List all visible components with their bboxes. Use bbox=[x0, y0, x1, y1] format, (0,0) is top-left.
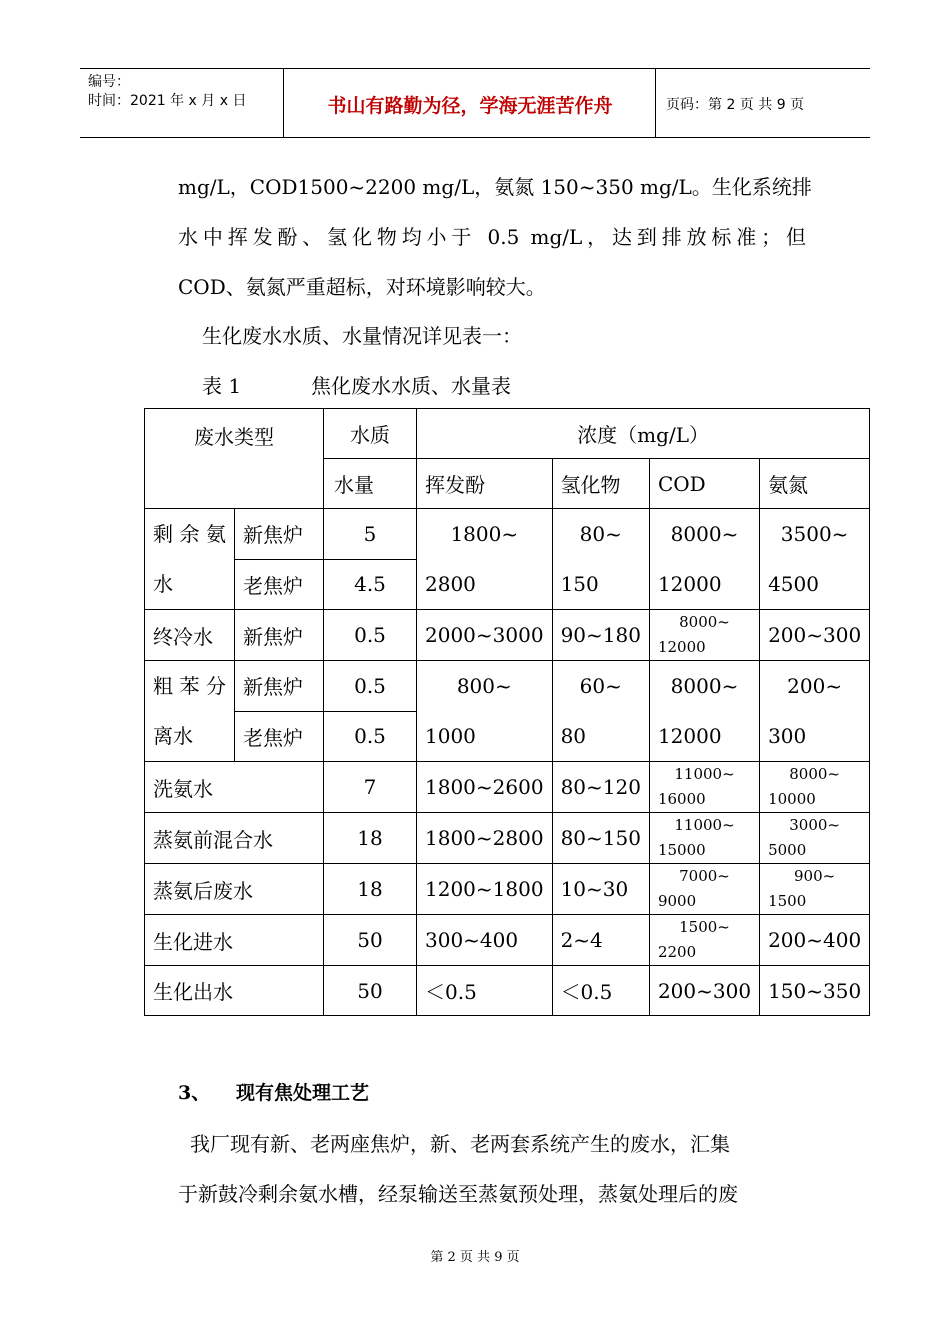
page-header bbox=[80, 68, 870, 138]
table-row bbox=[145, 966, 870, 1016]
row-ammonia: 200~300 bbox=[760, 610, 870, 661]
row-cyanide: ＜0.5 bbox=[552, 966, 649, 1016]
water-quality-table bbox=[144, 408, 870, 1016]
row-quantity: 18 bbox=[324, 813, 417, 864]
header-quality: 水质 bbox=[324, 409, 417, 459]
row-subtype: 老焦炉 bbox=[235, 559, 324, 610]
header-page-code: 页码：第 2 页 共 9 页 bbox=[666, 97, 805, 113]
row-category: 剩余氨 水 bbox=[145, 509, 235, 610]
header-motto: 书山有路勤为径，学海无涯苦作舟 bbox=[327, 95, 613, 117]
row-category: 生化进水 bbox=[145, 915, 324, 966]
row-phenol: 1200~1800 bbox=[417, 864, 553, 915]
header-cyanide: 氢化物 bbox=[552, 459, 649, 509]
body-line-2: 水中挥发酚、氢化物均小于 0.5 mg/L，达到排放标准；但 bbox=[178, 225, 806, 249]
row-cod: 200~300 bbox=[649, 966, 759, 1016]
row-ammonia: 200~400 bbox=[760, 915, 870, 966]
row-quantity: 18 bbox=[324, 864, 417, 915]
row-ammonia: 200~ 300 bbox=[760, 661, 870, 762]
row-phenol: 2000~3000 bbox=[417, 610, 553, 661]
table-row bbox=[145, 915, 870, 966]
row-category: 粗苯分 离水 bbox=[145, 661, 235, 762]
table-row bbox=[145, 610, 870, 661]
row-category: 蒸氨前混合水 bbox=[145, 813, 324, 864]
time-label: 时间：2021 年 x 月 x 日 bbox=[88, 93, 247, 109]
header-cod: COD bbox=[649, 459, 759, 509]
row-subtype: 老焦炉 bbox=[235, 711, 324, 762]
row-cyanide: 80~120 bbox=[552, 762, 649, 813]
row-ammonia: 3000~ 5000 bbox=[760, 813, 870, 864]
row-cod: 11000~ 16000 bbox=[649, 762, 759, 813]
row-ammonia: 150~350 bbox=[760, 966, 870, 1016]
header-concentration: 浓度（mg/L） bbox=[417, 409, 870, 459]
row-quantity: 0.5 bbox=[324, 661, 417, 712]
row-cod: 1500~ 2200 bbox=[649, 915, 759, 966]
section-line-2: 于新鼓冷剩余氨水槽，经泵输送至蒸氨预处理，蒸氨处理后的废 bbox=[178, 1182, 738, 1206]
header-ammonia: 氨氮 bbox=[760, 459, 870, 509]
table-row bbox=[145, 762, 870, 813]
row-cyanide: 10~30 bbox=[552, 864, 649, 915]
row-subtype: 新焦炉 bbox=[235, 610, 324, 661]
row-phenol: ＜0.5 bbox=[417, 966, 553, 1016]
row-phenol: 1800~2800 bbox=[417, 813, 553, 864]
row-category: 生化出水 bbox=[145, 966, 324, 1016]
row-phenol: 1800~2600 bbox=[417, 762, 553, 813]
row-cod: 11000~ 15000 bbox=[649, 813, 759, 864]
body-line-4: 生化废水水质、水量情况详见表一： bbox=[202, 324, 522, 348]
table-number: 表 1 bbox=[202, 374, 242, 398]
row-ammonia: 3500~ 4500 bbox=[760, 509, 870, 610]
row-cod: 8000~ 12000 bbox=[649, 509, 759, 610]
row-category: 洗氨水 bbox=[145, 762, 324, 813]
row-quantity: 50 bbox=[324, 915, 417, 966]
header-quantity: 水量 bbox=[324, 459, 417, 509]
row-quantity: 0.5 bbox=[324, 711, 417, 762]
table-title: 焦化废水水质、水量表 bbox=[311, 374, 511, 398]
row-quantity: 7 bbox=[324, 762, 417, 813]
number-label: 编号： bbox=[88, 74, 130, 90]
body-line-1: mg/L，COD1500~2200 mg/L，氨氮 150~350 mg/L。生化系统排 bbox=[178, 175, 812, 199]
section-title: 现有焦处理工艺 bbox=[236, 1082, 370, 1104]
row-cod: 8000~ 12000 bbox=[649, 661, 759, 762]
header-waste-type: 废水类型 bbox=[145, 409, 324, 509]
row-ammonia: 8000~ 10000 bbox=[760, 762, 870, 813]
header-meta bbox=[88, 73, 246, 111]
row-quantity: 50 bbox=[324, 966, 417, 1016]
row-cod: 7000~ 9000 bbox=[649, 864, 759, 915]
header-divider bbox=[655, 69, 656, 137]
table-header-row bbox=[145, 409, 870, 459]
row-subtype: 新焦炉 bbox=[235, 509, 324, 560]
row-cyanide: 80~150 bbox=[552, 813, 649, 864]
row-phenol: 1800~ 2800 bbox=[417, 509, 553, 610]
row-cyanide: 80~ 150 bbox=[552, 509, 649, 610]
row-cyanide: 2~4 bbox=[552, 915, 649, 966]
row-phenol: 800~ 1000 bbox=[417, 661, 553, 762]
row-subtype: 新焦炉 bbox=[235, 661, 324, 712]
row-cyanide: 60~ 80 bbox=[552, 661, 649, 762]
row-phenol: 300~400 bbox=[417, 915, 553, 966]
section-line-1: 我厂现有新、老两座焦炉，新、老两套系统产生的废水，汇集 bbox=[190, 1132, 730, 1156]
table-row bbox=[145, 509, 870, 560]
row-quantity: 0.5 bbox=[324, 610, 417, 661]
table-row bbox=[145, 661, 870, 712]
body-line-3: COD、氨氮严重超标，对环境影响较大。 bbox=[178, 275, 546, 299]
row-category: 终冷水 bbox=[145, 610, 235, 661]
section-number: 3、 bbox=[178, 1082, 211, 1104]
row-cod: 8000~ 12000 bbox=[649, 610, 759, 661]
row-quantity: 4.5 bbox=[324, 559, 417, 610]
row-category: 蒸氨后废水 bbox=[145, 864, 324, 915]
row-ammonia: 900~ 1500 bbox=[760, 864, 870, 915]
row-quantity: 5 bbox=[324, 509, 417, 560]
row-cyanide: 90~180 bbox=[552, 610, 649, 661]
page-footer: 第 2 页 共 9 页 bbox=[430, 1250, 520, 1265]
header-phenol: 挥发酚 bbox=[417, 459, 553, 509]
table-row bbox=[145, 813, 870, 864]
table-row bbox=[145, 864, 870, 915]
